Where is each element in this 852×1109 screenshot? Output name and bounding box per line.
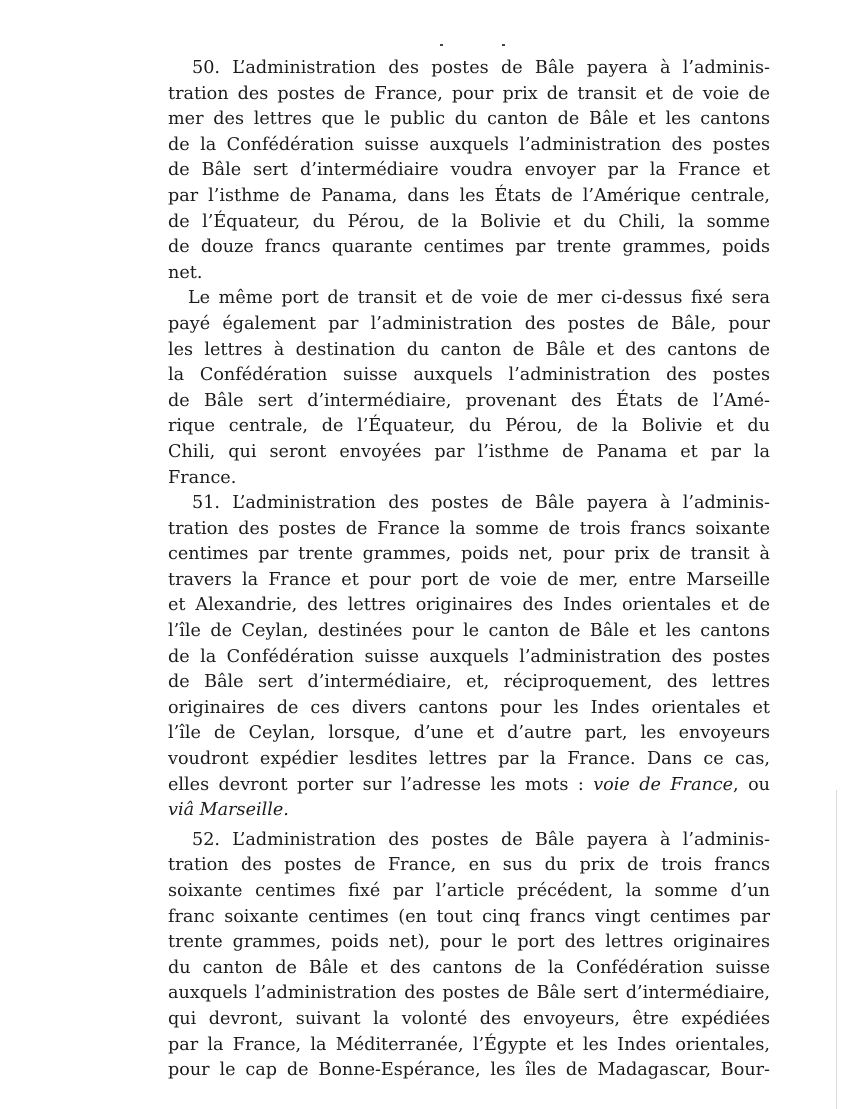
text-line: 50. L’administration des postes de Bâle payera à l’adminis- [192,58,770,78]
text-line: soixante centimes fixé par l’article précédent, la somme d’un [168,881,770,901]
text-line: Le même port de transit et de voie de mer ci-dessus fixé sera [188,288,770,309]
text-line: de l’Équateur, du Pérou, de la Bolivie et du Chili, la somme [168,211,770,232]
text-line: la Confédération suisse auxquels l’administration des postes [168,365,770,386]
text-line: trente grammes, poids net), pour le port des lettres originaires [168,932,770,953]
document-text [168,56,770,1084]
paragraph-port-transit [168,286,770,491]
text-line: auxquels l’administration des postes de Bâle sert d’intermédiaire, [168,983,770,1004]
text-line: 52. L’administration des postes de Bâle payera à l’adminis- [192,829,770,850]
text-line: de douze francs quarante centimes par trente grammes, poids [168,237,770,258]
article-50 [168,56,770,286]
text-line: travers la France et pour port de voie de mer, entre Marseille [168,569,770,590]
article-51 [168,491,770,824]
text-line: l’île de Ceylan, destinées pour le canton de Bâle et les cantons [168,621,770,642]
text-line: centimes par trente grammes, poids net, pour prix de transit à [168,544,770,565]
text-line: tration des postes de France, pour prix de transit et de voie de [168,83,770,104]
text-line: qui devront, suivant la volonté des envoyeurs, être expédiées [168,1008,770,1029]
text-line: France. [168,467,237,488]
text-line: l’île de Ceylan, lorsque, d’une et d’autre part, les envoyeurs [168,723,770,744]
italic-text: voie de France [593,774,734,795]
text-line: pour le cap de Bonne-Espérance, les îles de Madagascar, Bour- [168,1060,770,1081]
text-line: de Bâle sert d’intermédiaire, provenant des États de l’Amé- [168,390,770,411]
text-run: , ou [733,774,770,795]
italic-text: viâ Marseille. [168,800,289,821]
text-line: rique centrale, de l’Équateur, du Pérou, de la Bolivie et du [168,416,770,437]
text-line: payé également par l’administration des postes de Bâle, pour [168,313,770,334]
text-line: du canton de Bâle et des cantons de la Confédération suisse [168,957,770,978]
text-line: net. [168,262,203,283]
text-line: de Bâle sert d’intermédiaire voudra envoyer par la France et [168,160,770,181]
text-line: de la Confédération suisse auxquels l’administration des postes [168,646,770,667]
text-line [168,773,770,799]
text-line: les lettres à destination du canton de Bâle et des cantons de [168,339,770,360]
text-run: elles devront porter sur l’adresse les mots : [168,774,594,795]
text-line: Chili, qui seront envoyées par l’isthme de Panama et par la [168,441,770,462]
text-line: 51. L’administration des postes de Bâle payera à l’adminis- [192,493,770,514]
print-speck [440,44,443,46]
text-line: et Alexandrie, des lettres originaires des Indes orientales et de [168,595,770,616]
scan-edge-line [836,790,837,1109]
text-line: originaires de ces divers cantons pour les Indes orientales et [168,697,770,718]
text-line [168,798,770,824]
text-line: tration des postes de France, en sus du prix de trois francs [168,855,770,876]
text-line: de la Confédération suisse auxquels l’administration des postes [168,134,770,155]
text-line: tration des postes de France la somme de trois francs soixante [168,518,770,539]
text-line: par l’isthme de Panama, dans les États de l’Amérique centrale, [168,185,770,206]
article-52 [168,828,770,1084]
text-line: voudront expédier lesdites lettres par la France. Dans ce cas, [168,749,770,770]
text-line: franc soixante centimes (en tout cinq francs vingt centimes par [168,906,770,927]
text-line: par la France, la Méditerranée, l’Égypte et les Indes orientales, [168,1034,770,1055]
text-line: de Bâle sert d’intermédiaire, et, réciproquement, des lettres [168,672,770,693]
print-speck [502,44,505,46]
text-line: mer des lettres que le public du canton de Bâle et les cantons [168,109,770,130]
